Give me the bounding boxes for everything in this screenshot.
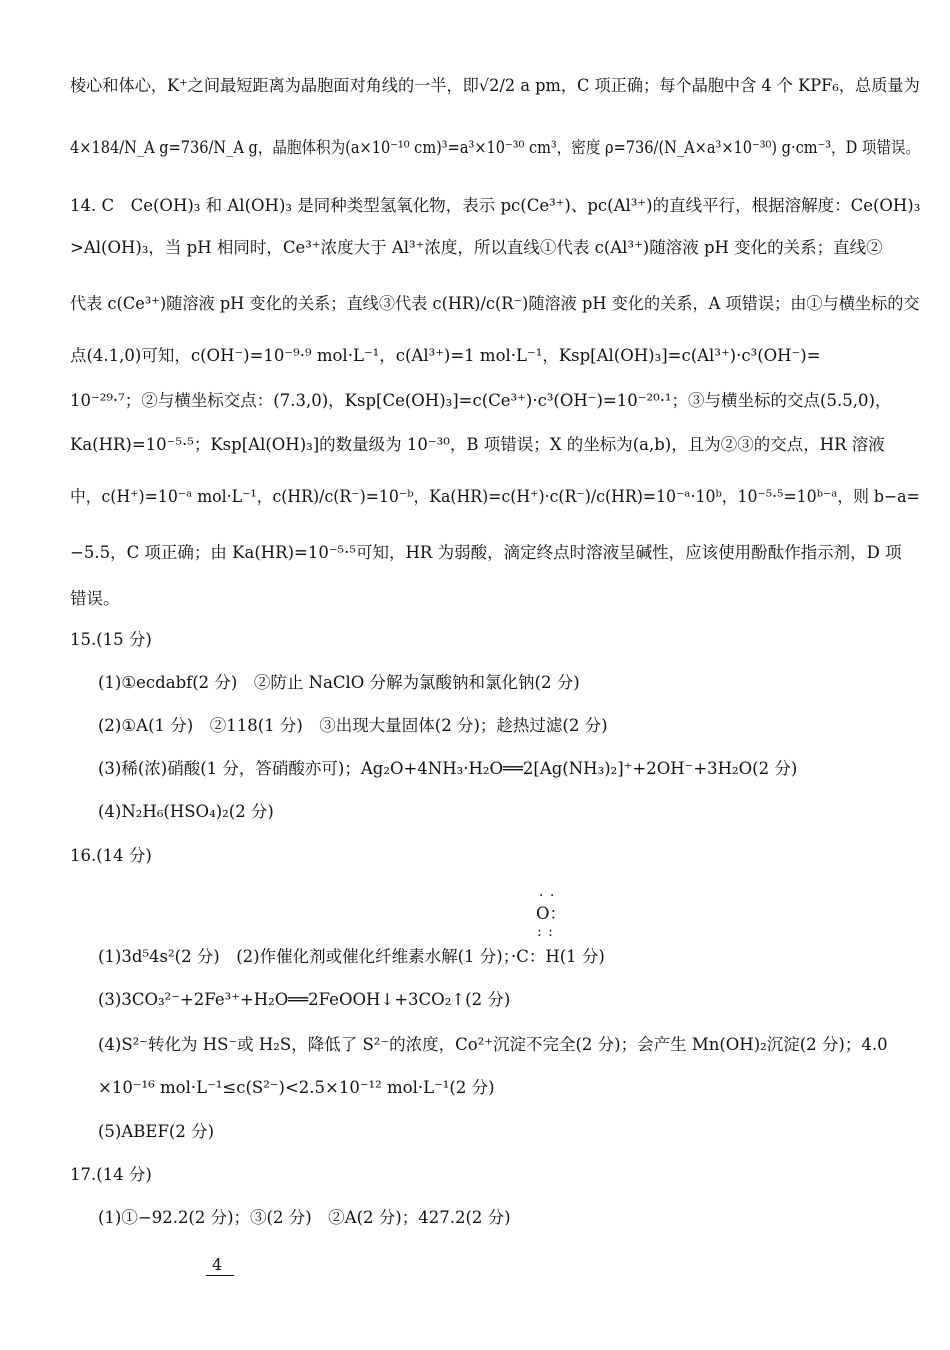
- text-line: 4×184/N_A g=736/N_A g，晶胞体积为(a×10⁻¹⁰ cm)³=a³×10⁻³⁰ cm³，密度 ρ=736/(N_A×a³×10⁻³⁰) g·cm⁻³，D 项错误。: [70, 138, 921, 157]
- lewis-dots: : :: [537, 924, 554, 940]
- text-line: >Al(OH)₃，当 pH 相同时，Ce³⁺浓度大于 Al³⁺浓度，所以直线①代表 c(Al³⁺)随溶液 pH 变化的关系；直线②: [70, 238, 883, 257]
- text-line: −5.5，C 项正确；由 Ka(HR)=10⁻⁵·⁵可知，HR 为弱酸，滴定终点时溶液呈碱性，应该使用酚酞作指示剂，D 项: [70, 543, 902, 562]
- text-line: (3)稀(浓)硝酸(1 分，答硝酸亦可)；Ag₂O+4NH₃·H₂O══2[Ag(NH₃)₂]⁺+2OH⁻+3H₂O(2 分): [98, 759, 798, 778]
- page-number: 4: [212, 1255, 223, 1274]
- question-heading: 15.(15 分): [70, 630, 152, 649]
- text-line: Ka(HR)=10⁻⁵·⁵；Ksp[Al(OH)₃]的数量级为 10⁻³⁰，B 项错误；X 的坐标为(a,b)，且为②③的交点，HR 溶液: [70, 435, 885, 454]
- text-line: 10⁻²⁹·⁷；②与横坐标交点：(7.3,0)，Ksp[Ce(OH)₃]=c(Ce³⁺)·c³(OH⁻)=10⁻²⁰·¹；③与横坐标的交点(5.5,0)，: [70, 391, 892, 410]
- text-line: (1)①ecdabf(2 分) ②防止 NaClO 分解为氯酸钠和氯化钠(2 分): [98, 673, 580, 692]
- text-line: ×10⁻¹⁶ mol·L⁻¹≤c(S²⁻)<2.5×10⁻¹² mol·L⁻¹(2 分): [98, 1078, 495, 1097]
- text-line: 错误。: [70, 589, 120, 608]
- text-line: 棱心和体心，K⁺之间最短距离为晶胞面对角线的一半，即√2/2 a pm，C 项正确；每个晶胞中含 4 个 KPF₆，总质量为: [70, 76, 920, 95]
- text-line: 点(4.1,0)可知，c(OH⁻)=10⁻⁹·⁹ mol·L⁻¹，c(Al³⁺)=1 mol·L⁻¹，Ksp[Al(OH)₃]=c(Al³⁺)·c³(OH⁻)=: [70, 346, 821, 365]
- text-line: (1)①−92.2(2 分)；③(2 分) ②A(2 分)；427.2(2 分): [98, 1208, 511, 1227]
- page-number-rule: [206, 1275, 234, 1276]
- text-line: 中，c(H⁺)=10⁻ᵃ mol·L⁻¹，c(HR)/c(R⁻)=10⁻ᵇ，Ka(HR)=c(H⁺)·c(R⁻)/c(HR)=10⁻ᵃ·10ᵇ，10⁻⁵·⁵=10ᵇ⁻ᵃ，则 b−a=: [70, 487, 920, 506]
- text-line: 代表 c(Ce³⁺)随溶液 pH 变化的关系；直线③代表 c(HR)/c(R⁻)随溶液 pH 变化的关系，A 项错误；由①与横坐标的交: [70, 294, 920, 313]
- text-line: (2)①A(1 分) ②118(1 分) ③出现大量固体(2 分)；趁热过滤(2 分): [98, 716, 608, 735]
- lewis-oxygen: O：: [536, 904, 567, 923]
- question-heading: 17.(14 分): [70, 1165, 152, 1184]
- text-line: (3)3CO₃²⁻+2Fe³⁺+H₂O══2FeOOH↓+3CO₂↑(2 分): [98, 990, 511, 1009]
- text-line: 14. C Ce(OH)₃ 和 Al(OH)₃ 是同种类型氢氧化物，表示 pc(Ce³⁺)、pc(Al³⁺)的直线平行，根据溶解度：Ce(OH)₃: [70, 196, 921, 215]
- question-heading: 16.(14 分): [70, 846, 152, 865]
- text-line: (4)N₂H₆(HSO₄)₂(2 分): [98, 802, 274, 821]
- lewis-dots: · ·: [539, 888, 556, 904]
- text-line: (1)3d⁵4s²(2 分) (2)作催化剂或催化纤维素水解(1 分)；·C：H(1 分): [98, 947, 605, 966]
- text-line: (5)ABEF(2 分): [98, 1122, 215, 1141]
- text-line: (4)S²⁻转化为 HS⁻或 H₂S，降低了 S²⁻的浓度，Co²⁺沉淀不完全(2 分)；会产生 Mn(OH)₂沉淀(2 分)；4.0: [98, 1035, 888, 1054]
